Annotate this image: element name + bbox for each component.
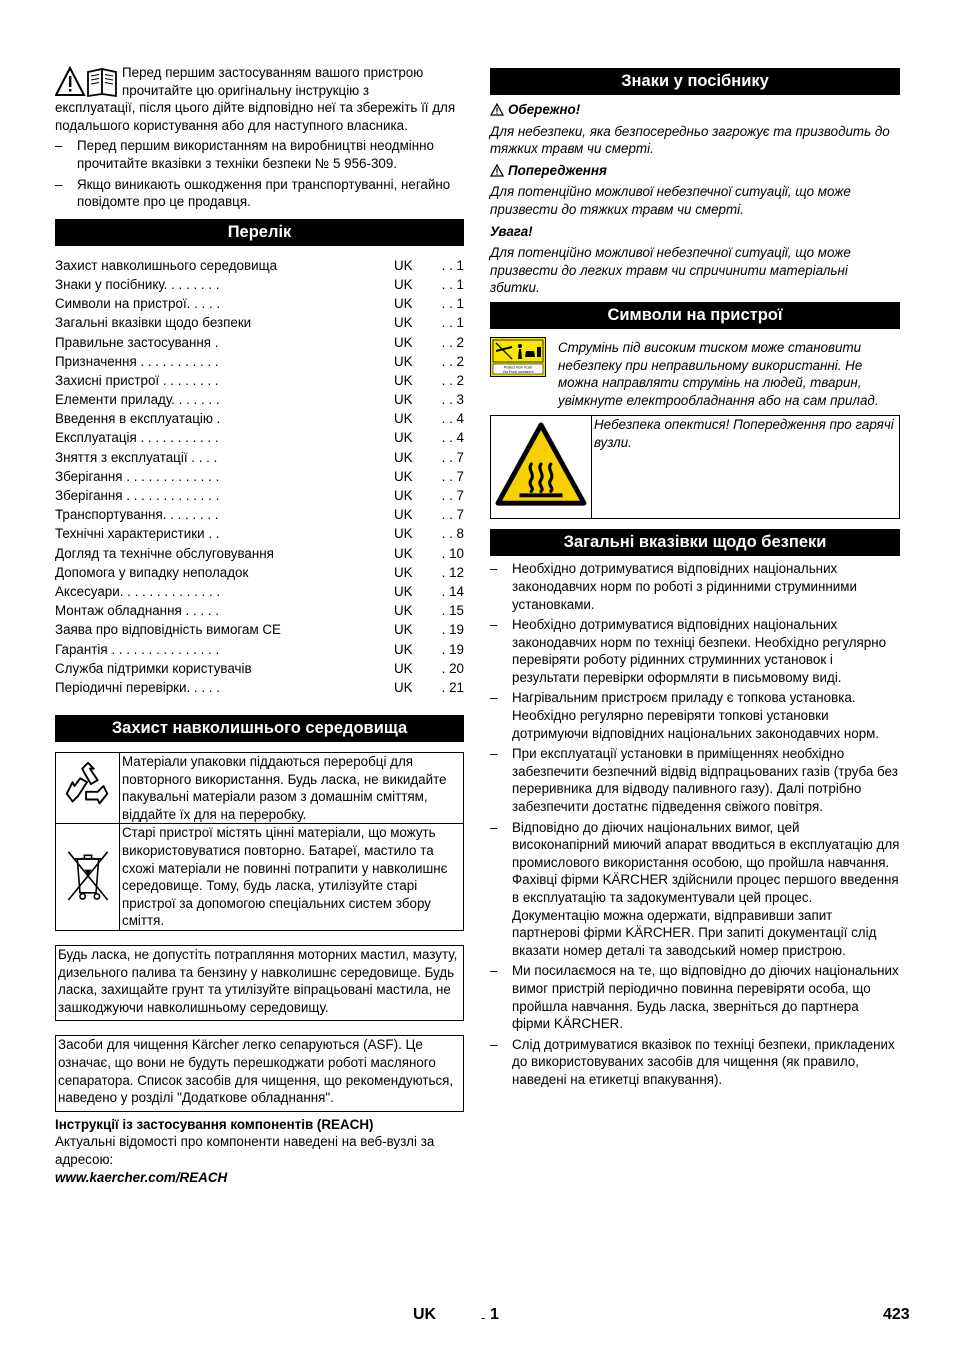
toc-title: Гарантія . . . . . . . . . . . . . . . (55, 641, 220, 657)
list-item: – Ми посилаємося на те, що відповідно до діючих національних вимог пристрій періодично повинна перевіряти особа, що пройшла навчання. Будь ласка, зверніться до партнера фірми KÄRCHER. (490, 962, 900, 1032)
danger-label (490, 101, 900, 119)
toc-page: . 20 (441, 660, 464, 676)
reach-url-link[interactable]: www.kaercher.com/REACH (55, 1169, 228, 1185)
left-column (55, 64, 464, 1186)
toc-row[interactable] (55, 601, 464, 620)
list-item: – Нагрівальним пристроєм приладу є топкова установка. Необхідно регулярно перевіряти топкові установки дотримуючи відповідних національних законодавчих норм. (490, 689, 900, 742)
toc-row[interactable] (55, 409, 464, 428)
toc-page: . . 2 (441, 372, 464, 388)
toc-page: . . 1 (441, 315, 464, 331)
warning-triangle-icon (490, 103, 504, 116)
footer-separator: - (481, 1310, 486, 1325)
toc-lang: UK (394, 449, 413, 465)
toc-row[interactable] (55, 467, 464, 486)
list-item: – При експлуатації установки в приміщеннях необхідно забезпечити безпечний відвід відпрацьованих газів (труба без переривника для відводу паливного газу). Далі потрібно забезпечити достатнє підведення свіжого повітря. (490, 745, 900, 815)
toc-row[interactable] (55, 352, 464, 371)
toc-lang: UK (394, 430, 413, 446)
asf-text: Засоби для чищення Kärcher легко сепаруються (ASF). Це означає, що вони не будуть перешкоджати роботі масляного сепаратора. Список засобів для чищення, що рекомендуються, наведено у розділі "Додаткове обладнання". (58, 1037, 454, 1106)
footer-section-page: 1 (490, 1306, 499, 1323)
recycle-icon-cell (56, 753, 120, 824)
warning-label-text: Попередження (508, 162, 607, 178)
toc-row[interactable] (55, 448, 464, 467)
toc-row[interactable] (55, 275, 464, 294)
toc-lang: UK (394, 315, 413, 331)
toc-title: Загальні вказівки щодо безпеки (55, 315, 252, 331)
table-of-contents (55, 256, 464, 697)
toc-page: . . 7 (441, 507, 464, 523)
toc-page: . . 2 (441, 353, 464, 369)
toc-page: . 10 (441, 545, 464, 561)
toc-lang: UK (394, 583, 413, 599)
reach-section (55, 1116, 464, 1186)
toc-title: Зберігання . . . . . . . . . . . . . (55, 468, 220, 484)
weee-icon-cell (56, 824, 120, 931)
toc-row[interactable] (55, 563, 464, 582)
toc-lang: UK (394, 545, 413, 561)
reach-title: Інструкції із застосування компонентів (REACH) (55, 1116, 374, 1132)
caution-label: Увага! (490, 223, 533, 239)
toc-title: Захист навколишнього середовища (55, 257, 278, 273)
toc-lang: UK (394, 526, 413, 542)
weee-text: Старі пристрої містять цінні матеріали, що можуть використовуватися повторно. Батареї, мастило та схожі матеріали не повинні потрапити у навколишнє середовище. Тому, будь ласка, утилізуйте старі пристрої за допомогою спеціальних систем збору сміття. (120, 824, 464, 931)
toc-title: Допомога у випадку неполадок (55, 564, 249, 580)
jet-warning-label-icon (490, 337, 546, 377)
toc-row[interactable] (55, 620, 464, 639)
toc-row[interactable] (55, 256, 464, 275)
toc-lang: UK (394, 468, 413, 484)
crossed-bin-icon (63, 846, 113, 904)
oil-text: Будь ласка, не допустіть потрапляння моторних мастил, мазуту, дизельного палива та бензину у навколишнє середовище. Будь ласка, захищайте грунт та утилізуйте віпрацьовані мастила, не зашкоджуючи навколишньому середовищу. (58, 947, 458, 1015)
list-item: – Перед першим використанням на виробництві неодмінно прочитайте вказівки з техніки безпеки № 5 956-309. (55, 137, 464, 172)
toc-title: Транспортування. . . . . . . . (55, 507, 219, 523)
toc-page: . . 7 (441, 468, 464, 484)
intro-line-2: прочитайте цю оригінальну інструкцію з (122, 82, 370, 98)
toc-title: Технічні характеристики . . (55, 526, 220, 542)
frost-label-line-1: Protect from frost! (503, 365, 533, 370)
symbols-heading: Символи на пристрої (490, 302, 900, 329)
environment-heading: Захист навколишнього середовища (55, 715, 464, 742)
jet-symbol-row (490, 339, 900, 409)
toc-lang: UK (394, 392, 413, 408)
toc-title: Служба підтримки користувачів (55, 660, 252, 676)
toc-row[interactable] (55, 371, 464, 390)
caution-text: Для потенційно можливої небезпечної ситуації, що може призвести до легких травм чи спричинити матеріальні збитки. (490, 245, 851, 296)
warning-triangle-icon (490, 164, 504, 177)
toc-row[interactable] (55, 333, 464, 352)
toc-row[interactable] (55, 524, 464, 543)
toc-row[interactable] (55, 486, 464, 505)
toc-row[interactable] (55, 544, 464, 563)
toc-page: . . 4 (441, 411, 464, 427)
toc-title: Символи на пристрої. . . . . (55, 296, 221, 312)
toc-page: . . 1 (441, 296, 464, 312)
toc-page: . . 8 (441, 526, 464, 542)
toc-title: Захисні пристрої . . . . . . . . (55, 372, 219, 388)
footer-page-number: 423 (883, 1306, 910, 1323)
toc-lang: UK (394, 603, 413, 619)
danger-text: Для небезпеки, яка безпосередньо загрожує та призводить до тяжких травм чи смерті. (490, 123, 890, 157)
environment-table (55, 752, 464, 931)
warning-manual-icon (55, 66, 119, 98)
footer-lang: UK (413, 1306, 437, 1323)
recycle-text: Матеріали упаковки піддаються переробці для повторного використання. Будь ласка, не викидайте пакувальні матеріали разом з домашнім сміттям, віддайте їх для на переробку. (120, 753, 464, 824)
toc-title: Аксесуари. . . . . . . . . . . . . . (55, 583, 221, 599)
toc-lang: UK (394, 296, 413, 312)
hot-surface-icon-cell (491, 416, 592, 519)
list-item: – Необхідно дотримуватися відповідних національних законодавчих норм по техніці безпеки. Необхідно регулярно перевіряти роботу рідинних струминних установок і результати перевірки оформляти в письмовому виді. (490, 616, 900, 686)
toc-page: . . 1 (441, 276, 464, 292)
jet-text (552, 339, 900, 409)
toc-row[interactable] (55, 505, 464, 524)
safety-heading: Загальні вказівки щодо безпеки (490, 529, 900, 556)
list-item: – Відповідно до діючих національних вимог, цей високонапірний миючий апарат вводиться в експлуатацію для промислового використання особою, що пройшла навчання. Фахівці фірми KÄRCHER здійснили процес першого введення в експлуатацію та задокументували цей процес. Документацію можна одержати, відправивши запит партнерові фірми KÄRCHER. При запиті документації слід вказати номер деталі та заводський номер пристрою. (490, 819, 900, 960)
toc-lang: UK (394, 641, 413, 657)
asf-note-box (55, 1035, 464, 1111)
frost-label-line-2: Vor Frost schützen! (502, 369, 534, 374)
toc-row[interactable] (55, 582, 464, 601)
warning-text: Для потенційно можливої небезпечної ситуації, що може призвести до тяжких травм чи смерті. (490, 184, 851, 217)
hot-surface-table (490, 415, 900, 519)
toc-lang: UK (394, 564, 413, 580)
toc-page: . . 2 (441, 334, 464, 350)
toc-lang: UK (394, 257, 413, 273)
jet-text-content: Струмінь під високим тиском може становити небезпеку при неправильному використанні. Не можна направляти струмінь на людей, тварин, увімкнуте електрообладнання або на сам прилад. (558, 339, 879, 408)
toc-page: . . 1 (441, 257, 464, 273)
toc-lang: UK (394, 622, 413, 638)
toc-title: Періодичні перевірки. . . . . (55, 679, 220, 695)
toc-page: . 14 (441, 583, 464, 599)
toc-lang: UK (394, 334, 413, 350)
toc-page: . 15 (441, 603, 464, 619)
toc-lang: UK (394, 411, 413, 427)
toc-title: Введення в експлуатацію . (55, 411, 221, 427)
toc-page: . . 3 (441, 392, 464, 408)
toc-title: Правильне застосування . (55, 334, 219, 350)
toc-lang: UK (394, 660, 413, 676)
right-column (490, 64, 900, 1089)
reach-text: Актуальні відомості про компоненти наведені на веб-вузлі за адресою: (55, 1134, 435, 1167)
toc-heading: Перелік (55, 219, 464, 246)
toc-page: . 19 (441, 622, 464, 638)
intro-section (55, 64, 464, 211)
toc-lang: UK (394, 679, 413, 695)
toc-page: . 12 (441, 564, 464, 580)
toc-page: . . 4 (441, 430, 464, 446)
toc-title: Експлуатація . . . . . . . . . . . (55, 430, 219, 446)
toc-title: Монтаж обладнання . . . . . (55, 603, 219, 619)
toc-title: Зберігання . . . . . . . . . . . . . (55, 488, 220, 503)
toc-row[interactable] (55, 640, 464, 659)
toc-row[interactable] (55, 659, 464, 678)
intro-line-3: експлуатації, після цього дійте відповідно неї та збережіть її для подальшого користування або для наступного власника. (55, 100, 456, 133)
toc-lang: UK (394, 276, 413, 292)
hot-surface-text: Небезпека опектися! Попередження про гарячі вузли. (592, 416, 900, 519)
toc-page: . 19 (441, 641, 464, 657)
danger-label-text: Обережно! (508, 102, 581, 117)
toc-row[interactable] (55, 428, 464, 447)
list-item: – Якщо виникають ошкодження при транспортуванні, негайно повідомте про це продавця. (55, 176, 464, 211)
toc-page: . . 7 (441, 449, 464, 465)
hot-surface-icon (494, 421, 588, 509)
toc-lang: UK (394, 488, 413, 503)
toc-row[interactable] (55, 390, 464, 409)
oil-note-box (55, 945, 464, 1021)
toc-title: Догляд та технічне обслуговування (55, 545, 274, 561)
recycle-icon (61, 759, 115, 813)
safety-list (490, 560, 900, 1088)
toc-title: Призначення . . . . . . . . . . . (55, 353, 219, 369)
toc-lang: UK (394, 372, 413, 388)
toc-title: Знаки у посібнику. . . . . . . . (55, 276, 220, 292)
toc-title: Зняття з експлуатації . . . . (55, 449, 218, 465)
toc-row[interactable] (55, 294, 464, 313)
toc-row[interactable] (55, 678, 464, 697)
toc-page: . 21 (441, 679, 464, 695)
list-item: – Слід дотримуватися вказівок по техніці безпеки, прикладених до використовуваних засобів для чищення (як правило, наведені на етикетці впакування). (490, 1036, 900, 1089)
list-item: – Необхідно дотримуватися відповідних національних законодавчих норм по роботі з рідинними струминними установками. (490, 560, 900, 613)
toc-title: Елементи приладу. . . . . . . (55, 392, 220, 408)
intro-line-1: Перед першим застосуванням вашого пристрою (122, 65, 424, 80)
toc-lang: UK (394, 353, 413, 369)
intro-list (55, 137, 464, 210)
toc-row[interactable] (55, 313, 464, 332)
toc-page: . . 7 (441, 488, 464, 503)
toc-lang: UK (394, 507, 413, 523)
signs-heading: Знаки у посібнику (490, 68, 900, 95)
toc-title: Заява про відповідність вимогам CE (55, 622, 281, 638)
warning-label (490, 162, 900, 180)
